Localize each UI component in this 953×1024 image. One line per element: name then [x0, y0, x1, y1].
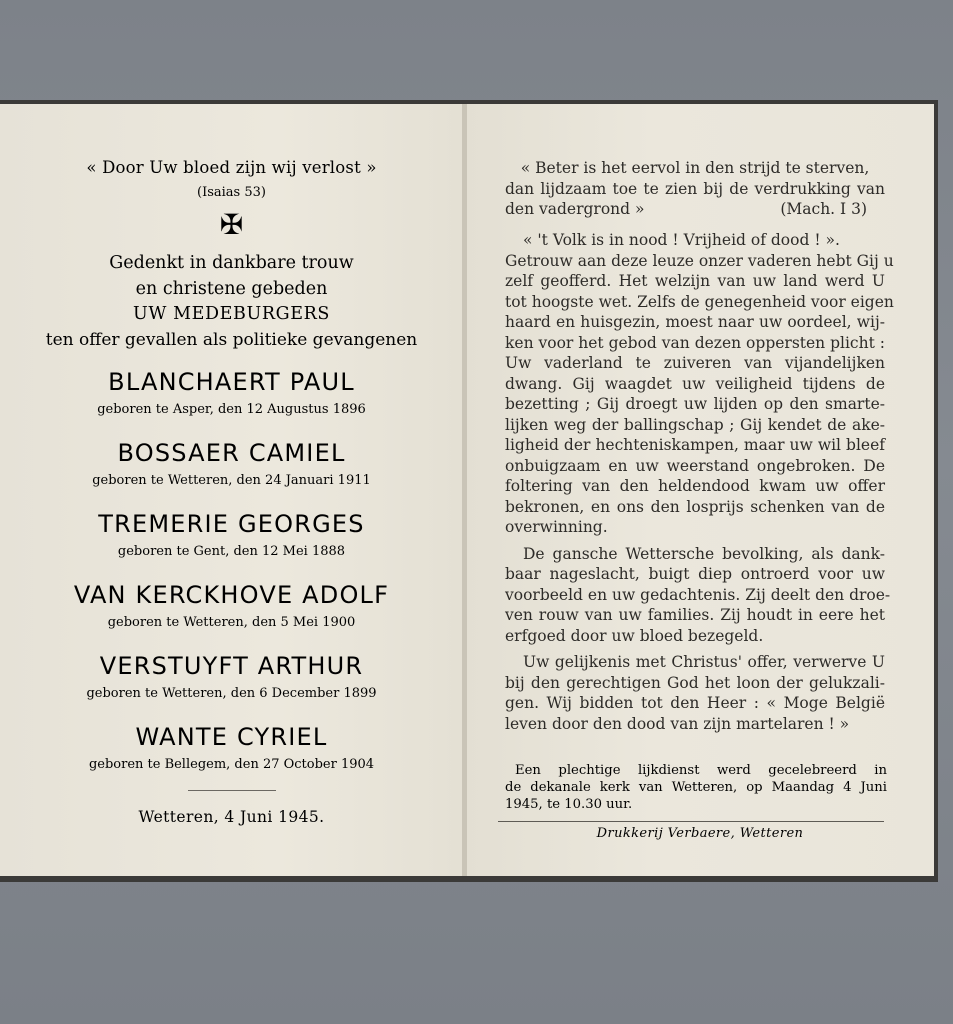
paragraph: [505, 544, 891, 647]
text-line: bezetting ; Gij droegt uw lijden op den smarte-: [505, 395, 885, 413]
text-line: foltering van den heldendood kwam uw offer: [505, 477, 885, 495]
text-line: onbuigzaam en uw weerstand ongebroken. De: [505, 456, 885, 475]
text-line: « 't Volk is in nood ! Vrijheid of dood ! ».: [523, 231, 840, 249]
text-line: De gansche Wettersche bevolking, als dank-: [523, 544, 885, 563]
victim-birth: geboren te Bellegem, den 27 October 1904: [88, 757, 375, 772]
victim-name: VAN KERCKHOVE ADOLF: [73, 581, 390, 609]
text-line: overwinning.: [505, 518, 608, 536]
text-line: leven door den dood van zijn martelaren ! »: [505, 714, 850, 733]
victim-name: BLANCHAERT PAUL: [108, 368, 355, 396]
text-line: erfgoed door uw bloed bezegeld.: [505, 626, 764, 645]
text-line: lijken weg der ballingschap ; Gij kendet de ake-: [505, 415, 885, 434]
paragraph: [505, 652, 885, 734]
text-line: tot hoogste wet. Zelfs de genegenheid voor eigen: [505, 292, 894, 311]
text-line: ven rouw van uw families. Zij houdt in eere het: [505, 606, 885, 624]
epigraph-line: « Beter is het eervol in den strijd te sterven,: [520, 159, 870, 177]
divider: [498, 821, 884, 822]
text-line: haard en huisgezin, moest naar uw oordeel, wij-: [505, 313, 885, 331]
text-line: Een plechtige lijkdienst werd gecelebreerd in: [515, 763, 887, 778]
bible-reference: (Isaias 53): [197, 185, 266, 200]
victim-birth: geboren te Wetteren, den 5 Mei 1900: [107, 615, 356, 630]
intro-heading: UW MEDEBURGERS: [133, 304, 330, 324]
cross-icon: ✠: [219, 208, 244, 241]
epigraph: [505, 158, 885, 220]
victim-name: TREMERIE GEORGES: [98, 510, 365, 538]
text-line: Uw vaderland te zuiveren van vijandelijken: [505, 354, 885, 372]
text-line: Getrouw aan deze leuze onzer vaderen hebt Gij u: [505, 251, 894, 270]
divider: [188, 790, 276, 791]
paragraph: [505, 230, 894, 538]
intro-line: ten offer gevallen als politieke gevangenen: [45, 330, 418, 350]
text-line: Uw gelijkenis met Christus' offer, verwerve U: [523, 653, 885, 671]
epigraph-source: (Mach. I 3): [780, 200, 867, 218]
text-line: voorbeeld en uw gedachtenis. Zij deelt den droe-: [505, 585, 891, 604]
victim-name: VERSTUYFT ARTHUR: [99, 652, 364, 680]
victim-birth: geboren te Asper, den 12 Augustus 1896: [97, 402, 366, 417]
text-line: bij den gerechtigen God het loon der gelukzali-: [505, 673, 885, 692]
epigraph-line: den vadergrond »: [505, 200, 645, 218]
place-date: Wetteren, 4 Juni 1945.: [138, 808, 325, 826]
text-line: zelf geofferd. Het welzijn van uw land werd U: [505, 272, 885, 290]
printer-credit: Drukkerij Verbaere, Wetteren: [596, 826, 804, 841]
service-notice: [505, 762, 887, 813]
text-line: de dekanale kerk van Wetteren, op Maandag 4 Juni: [505, 780, 887, 795]
text-line: dwang. Gij waagdet uw veiligheid tijdens de: [505, 374, 885, 393]
epigraph-line: dan lijdzaam toe te zien bij de verdrukking van: [505, 179, 885, 198]
tribute-text: [505, 230, 894, 740]
text-line: 1945, te 10.30 uur.: [505, 797, 633, 812]
victim-birth: geboren te Wetteren, den 6 December 1899: [86, 686, 377, 701]
victim-name: BOSSAER CAMIEL: [117, 439, 346, 467]
epigraph-last-row: [505, 199, 885, 220]
text-line: baar nageslacht, buigt diep ontroerd voor uw: [505, 565, 885, 583]
victim-birth: geboren te Gent, den 12 Mei 1888: [117, 544, 346, 559]
intro-line: en christene gebeden: [135, 279, 328, 299]
motto: « Door Uw bloed zijn wij verlost »: [86, 158, 377, 177]
text-line: gen. Wij bidden tot den Heer : « Moge België: [505, 694, 885, 712]
text-line: ligheid der hechteniskampen, maar uw wil bleef: [505, 436, 885, 454]
victim-name: WANTE CYRIEL: [135, 723, 328, 751]
text-line: bekronen, en ons den losprijs schenken van de: [505, 497, 885, 516]
text-line: ken voor het gebod van dezen oppersten plicht :: [505, 333, 885, 352]
victim-birth: geboren te Wetteren, den 24 Januari 1911: [92, 473, 371, 488]
intro-line: Gedenkt in dankbare trouw: [109, 253, 354, 273]
